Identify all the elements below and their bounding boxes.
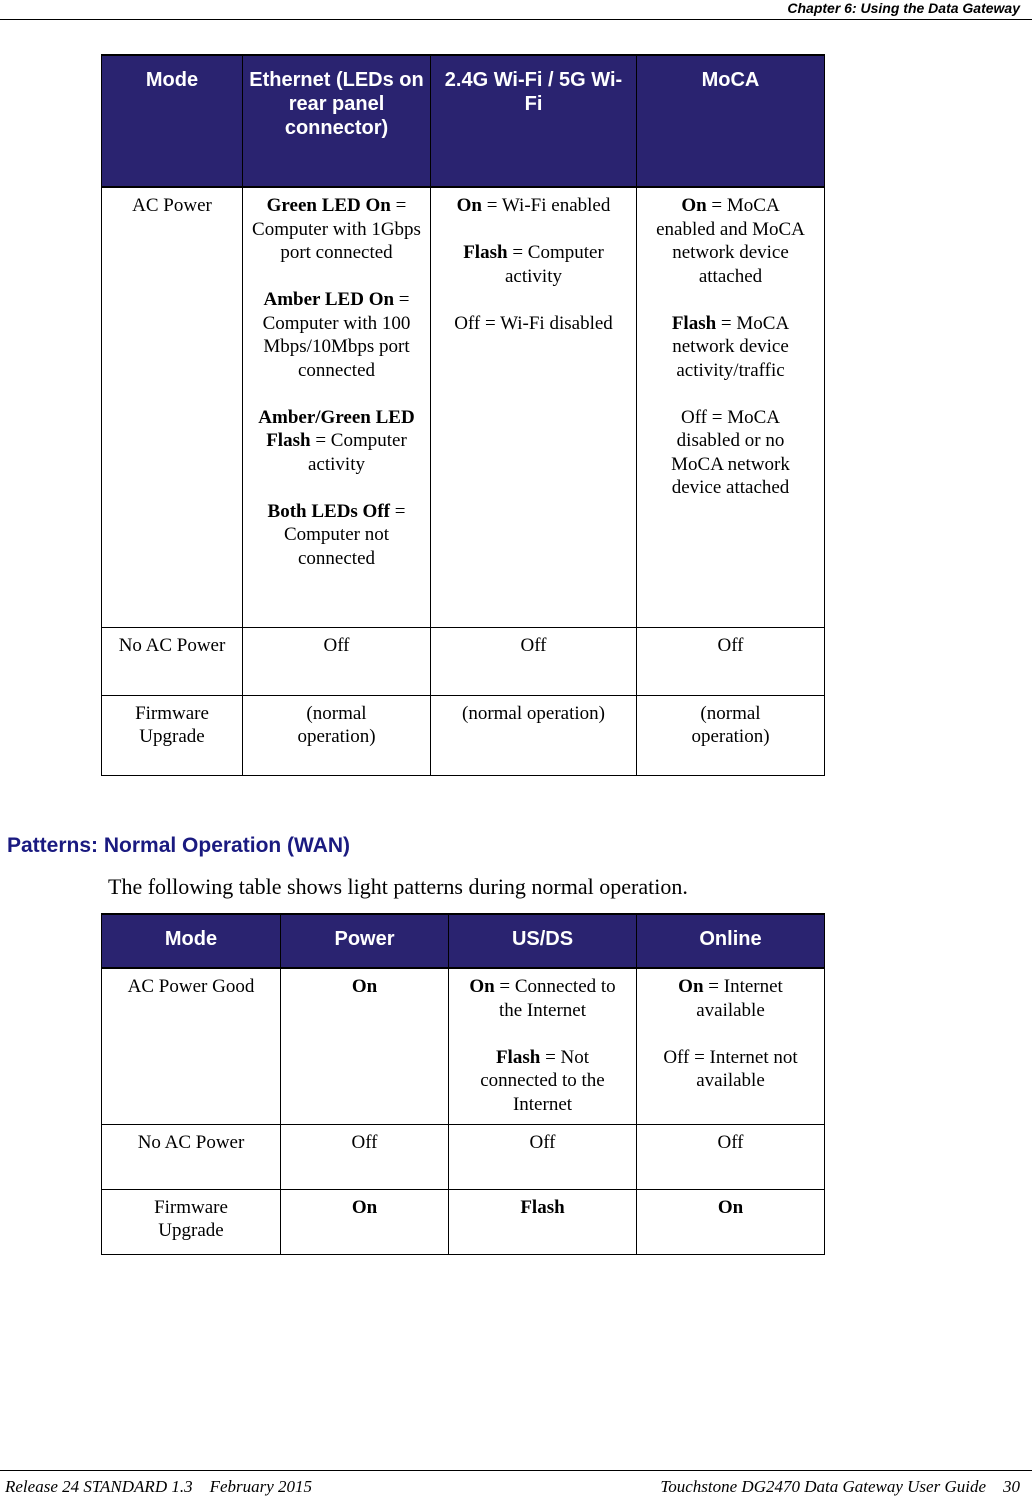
footer-guide-title: Touchstone DG2470 Data Gateway User Guide 30 (660, 1477, 1020, 1496)
moca-entry: Flash = MoCA network device activity/traffic (671, 312, 790, 381)
table-header-row (102, 55, 825, 187)
cell-power: Off (281, 1124, 449, 1189)
cell-wifi (431, 187, 637, 627)
cell-online (637, 968, 825, 1124)
cell-moca: Off (637, 627, 825, 695)
table-row (102, 1124, 825, 1189)
cell-mode: No AC Power (102, 1124, 281, 1189)
column-header-wifi: 2.4G Wi-Fi / 5G Wi-Fi (431, 55, 637, 187)
table-row (102, 968, 825, 1124)
moca-entry: On = MoCA enabled and MoCA network device attached (656, 195, 805, 287)
wifi-entry: Off = Wi-Fi disabled (454, 312, 613, 334)
cell-moca: (normal operation) (637, 695, 825, 775)
cell-usds (449, 968, 637, 1124)
column-header-online: Online (637, 914, 825, 968)
led-table-general (101, 54, 825, 776)
wifi-entry: On = Wi-Fi enabled (456, 195, 611, 216)
online-entry: On = Internet available (678, 976, 783, 1021)
cell-moca (637, 187, 825, 627)
table-header-row (102, 914, 825, 968)
cell-mode: No AC Power (102, 627, 243, 695)
cell-wifi: (normal operation) (431, 695, 637, 775)
ethernet-entry: Amber LED On = Computer with 100 Mbps/10Mbps port connected (262, 289, 411, 381)
cell-mode: Firmware Upgrade (102, 1189, 281, 1254)
column-header-usds: US/DS (449, 914, 637, 968)
table-row (102, 695, 825, 775)
usds-entry: Flash = Not connected to the Internet (480, 1046, 605, 1115)
wifi-entry: Flash = Computer activity (463, 242, 604, 287)
column-header-power: Power (281, 914, 449, 968)
column-header-mode: Mode (102, 55, 243, 187)
column-header-moca: MoCA (637, 55, 825, 187)
cell-wifi: Off (431, 627, 637, 695)
cell-ethernet (243, 187, 431, 627)
moca-entry: Off = MoCA disabled or no MoCA network device attached (671, 406, 790, 498)
cell-online: Off (637, 1124, 825, 1189)
table-row (102, 1189, 825, 1254)
online-entry: Off = Internet not available (663, 1046, 798, 1091)
ethernet-entry: Both LEDs Off = Computer not connected (267, 500, 406, 569)
ethernet-entry: Green LED On = Computer with 1Gbps port connected (252, 195, 421, 263)
cell-ethernet: Off (243, 627, 431, 695)
ethernet-entry: Amber/Green LED Flash = Computer activity (258, 406, 415, 475)
cell-mode: Firmware Upgrade (102, 695, 243, 775)
usds-entry: On = Connected to the Internet (469, 976, 616, 1021)
cell-power: On (281, 1189, 449, 1254)
cell-usds: Flash (449, 1189, 637, 1254)
section-heading: Patterns: Normal Operation (WAN) (7, 834, 351, 857)
header-rule (0, 19, 1032, 20)
footer-rule (0, 1470, 1032, 1471)
cell-usds: Off (449, 1124, 637, 1189)
cell-online: On (637, 1189, 825, 1254)
column-header-ethernet: Ethernet (LEDs on rear panel connector) (243, 55, 431, 187)
led-table-wan (101, 913, 825, 1255)
section-intro: The following table shows light patterns during normal operation. (108, 874, 688, 899)
cell-power: On (281, 968, 449, 1124)
table-row (102, 627, 825, 695)
chapter-header: Chapter 6: Using the Data Gateway (787, 0, 1020, 16)
cell-mode: AC Power (102, 187, 243, 627)
footer-release: Release 24 STANDARD 1.3 February 2015 (5, 1477, 313, 1496)
table-row (102, 187, 825, 627)
column-header-mode: Mode (102, 914, 281, 968)
cell-mode: AC Power Good (102, 968, 281, 1124)
cell-ethernet: (normal operation) (243, 695, 431, 775)
